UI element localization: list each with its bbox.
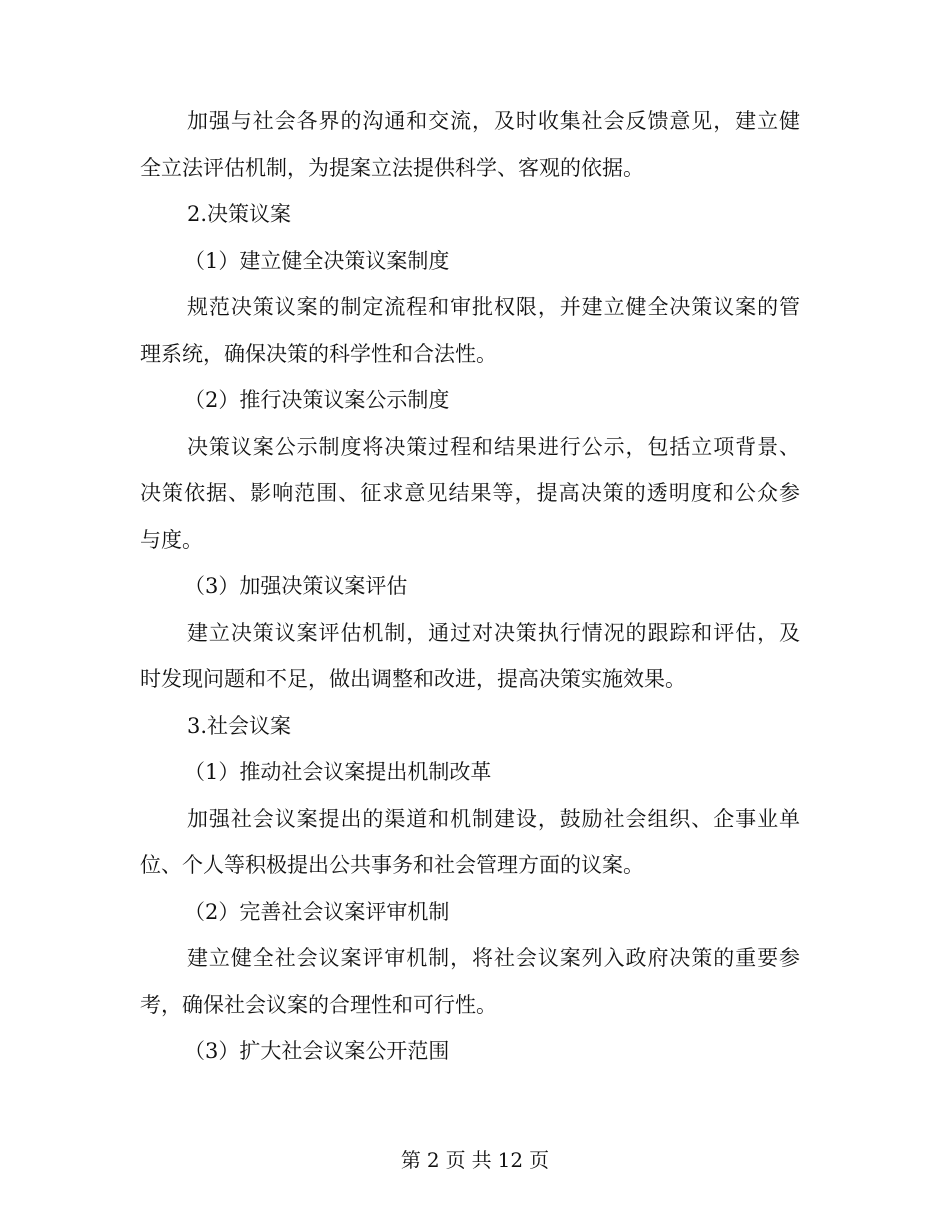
footer-page-word: 页: [445, 1148, 466, 1172]
text-line: （3）扩大社会议案公开范围: [184, 1039, 450, 1063]
footer-prefix: 第: [400, 1148, 421, 1172]
text-line: （2）完善社会议案评审机制: [184, 899, 450, 924]
text-line: 全立法评估机制，为提案立法提供科学、客观的依据。: [140, 155, 644, 180]
text-line: （2）推行决策议案公示制度: [184, 388, 450, 412]
text-line: 与度。: [140, 527, 203, 552]
text-line: （1）推动社会议案提出机制改革: [184, 760, 492, 784]
text-line: 加强社会议案提出的渠道和机制建设，鼓励社会组织、企事业单: [187, 806, 800, 831]
text-line: 理系统，确保决策的科学性和合法性。: [140, 341, 497, 366]
text-line: 决策依据、影响范围、征求意见结果等，提高决策的透明度和公众参: [140, 481, 800, 505]
text-line: 3.社会议案: [187, 713, 292, 738]
text-line: （1）建立健全决策议案制度: [184, 248, 450, 273]
text-line: 决策议案公示制度将决策过程和结果进行公示，包括立项背景、: [187, 434, 800, 459]
footer-suffix: 页: [529, 1148, 550, 1172]
total-pages-number: 12: [497, 1148, 524, 1172]
footer-total-label: 共: [471, 1148, 492, 1172]
page-footer: [0, 1147, 950, 1173]
text-line: 建立决策议案评估机制，通过对决策执行情况的跟踪和评估，及: [187, 620, 800, 645]
text-line: 位、个人等积极提出公共事务和社会管理方面的议案。: [140, 853, 644, 877]
text-line: 考，确保社会议案的合理性和可行性。: [140, 992, 497, 1017]
document-body: [140, 98, 800, 1075]
text-line: 时发现问题和不足，做出调整和改进，提高决策实施效果。: [140, 667, 686, 691]
text-line: 建立健全社会议案评审机制，将社会议案列入政府决策的重要参: [187, 946, 800, 970]
text-line: 规范决策议案的制定流程和审批权限，并建立健全决策议案的管: [187, 295, 800, 319]
text-line: （3）加强决策议案评估: [184, 574, 408, 598]
current-page-number: 2: [426, 1148, 440, 1172]
text-line: 加强与社会各界的沟通和交流，及时收集社会反馈意见，建立健: [187, 109, 800, 133]
text-line: 2.决策议案: [187, 202, 292, 226]
